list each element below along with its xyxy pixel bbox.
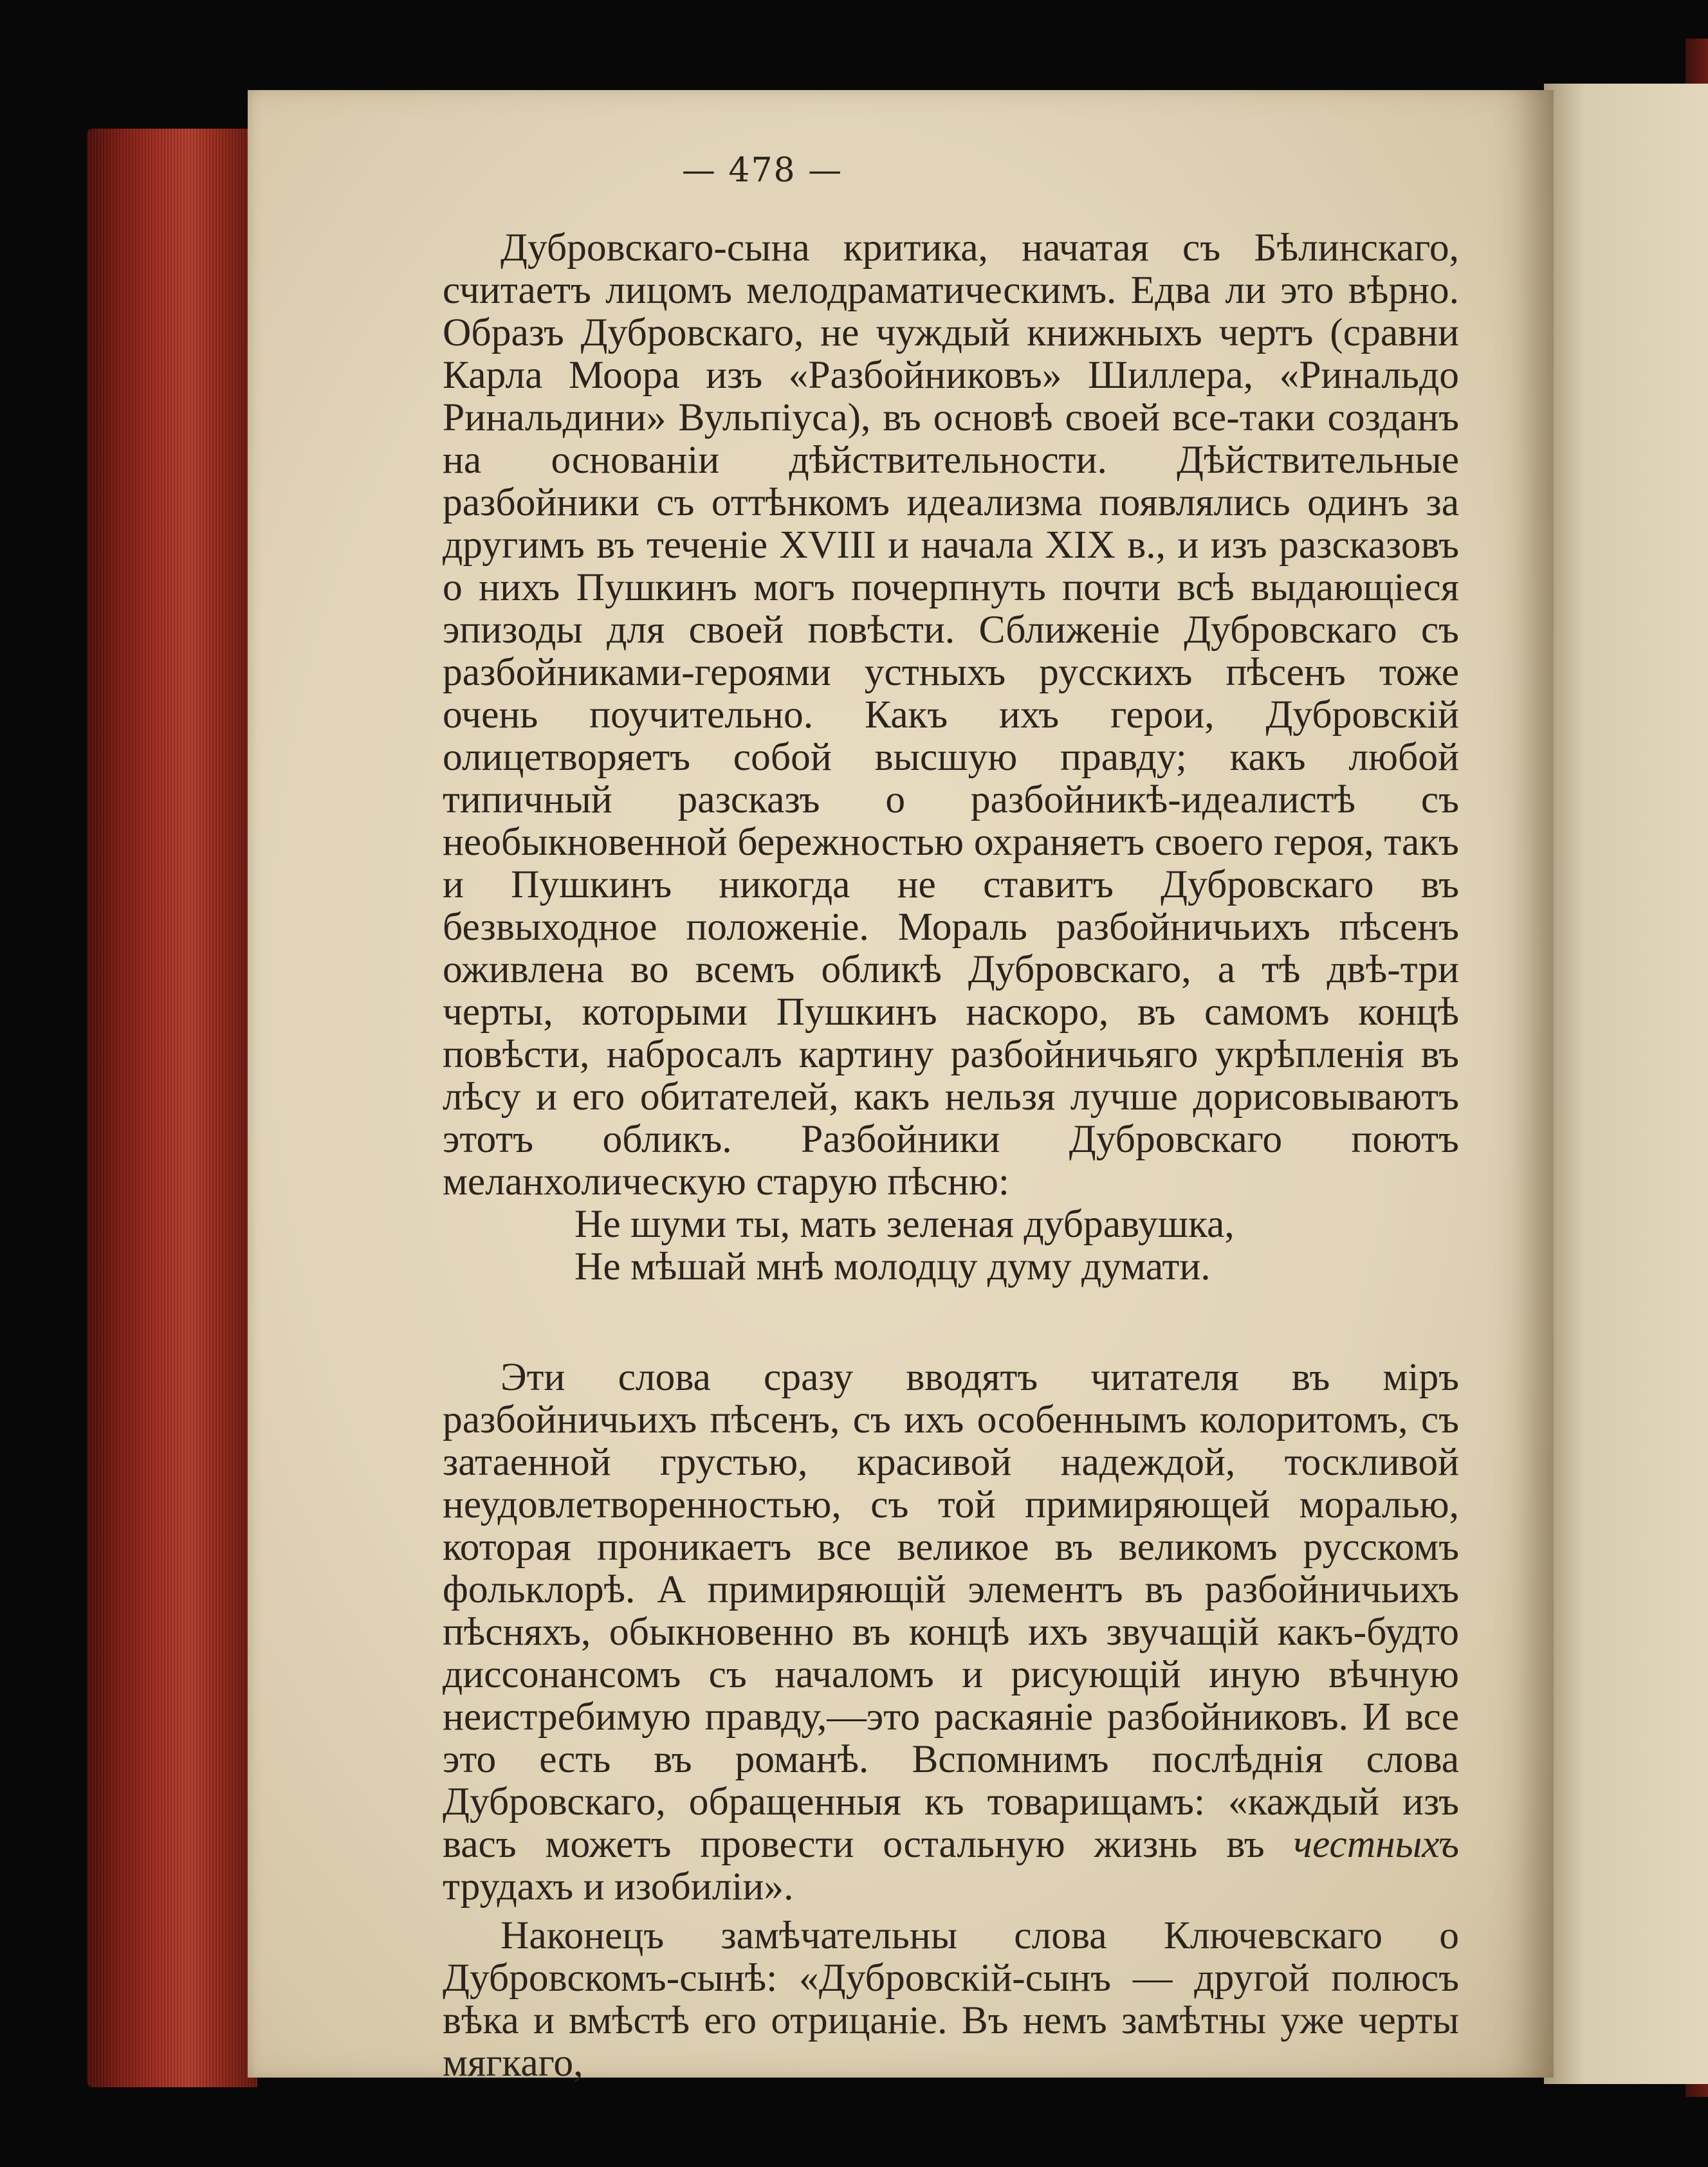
paragraph-2-end: трудахъ и изобиліи». bbox=[443, 1865, 794, 1908]
page-text bbox=[443, 226, 1459, 2084]
verse-quote bbox=[443, 1203, 1459, 1288]
verse-line-1: Не шуми ты, мать зеленая дубравушка, bbox=[574, 1202, 1235, 1246]
paragraph-2 bbox=[443, 1356, 1459, 1908]
paragraph-1: Дубровскаго-сына критика, начатая съ Бѣлинскаго, считаетъ лицомъ мелодраматическимъ. Едва ли это вѣрно. Образъ Дубровскаго, не чуждый книжныхъ чертъ (сравни Карла Моора изъ «Разбойниковъ» Шиллера, «Ринальдо Ринальдини» Вульпіуса), въ основѣ своей все-таки созданъ на основаніи дѣйствительности. Дѣйствительные разбойники съ оттѣнкомъ идеализма появлялись одинъ за другимъ въ теченіе XVIII и начала XIX в., и изъ разсказовъ о нихъ Пушкинъ могъ почерпнуть почти всѣ выдающіеся эпизоды для своей повѣсти. Сближеніе Дубровскаго съ разбойниками-героями устныхъ русскихъ пѣсенъ тоже очень поучительно. Какъ ихъ герои, Дубровскій олицетворяетъ собой высшую правду; какъ любой типичный разсказъ о разбойникѣ-идеалистѣ съ необыкновенной бережностью охраняетъ своего героя, такъ и Пушкинъ никогда не ставитъ Дубровскаго въ безвыходное положеніе. Мораль разбойничьихъ пѣсенъ оживлена во всемъ обликѣ Дубровскаго, а тѣ двѣ-три черты, которыми Пушкинъ наскоро, въ самомъ концѣ повѣсти, набросалъ картину разбойничьяго укрѣпленія въ лѣсу и его обитателей, какъ нельзя лучше дорисовываютъ этотъ обликъ. Разбойники Дубровскаго поютъ меланхолическую старую пѣсню: bbox=[443, 226, 1459, 1203]
paragraph-2-text: Эти слова сразу вводятъ читателя въ міръ разбойничьихъ пѣсенъ, съ ихъ особеннымъ колоритомъ, съ затаенной грустью, красивой надеждой, тоскливой неудовлетворенностью, съ той примиряющей моралью, которая проникаетъ все великое въ великомъ русскомъ фольклорѣ. А примиряющій элементъ въ разбойничьихъ пѣсняхъ, обыкновенно въ концѣ ихъ звучащій какъ-будто диссонансомъ съ началомъ и рисующій иную вѣчную неистребимую правду,—это раскаяніе разбойниковъ. И все это есть въ романѣ. Вспомнимъ послѣднія слова Дубровскаго, обращенныя къ товарищамъ: «каждый изъ васъ можетъ провести остальную жизнь въ bbox=[443, 1355, 1459, 1866]
paragraph-3: Наконецъ замѣчательны слова Ключевскаго о Дубровскомъ-сынѣ: «Дубровскій-сынъ — другой полюсъ вѣка и вмѣстѣ его отрицаніе. Въ немъ замѣтны уже черты мягкаго, bbox=[443, 1914, 1459, 2085]
paragraph-2-italic: честныхъ bbox=[1293, 1822, 1459, 1866]
verse-line-2: Не мѣшай мнѣ молодцу думу думати. bbox=[574, 1245, 1211, 1288]
page-edge-left bbox=[87, 129, 257, 2087]
facing-page bbox=[1544, 84, 1708, 2084]
verse-gap bbox=[443, 1288, 1459, 1356]
page-number: — 478 — bbox=[681, 151, 843, 190]
